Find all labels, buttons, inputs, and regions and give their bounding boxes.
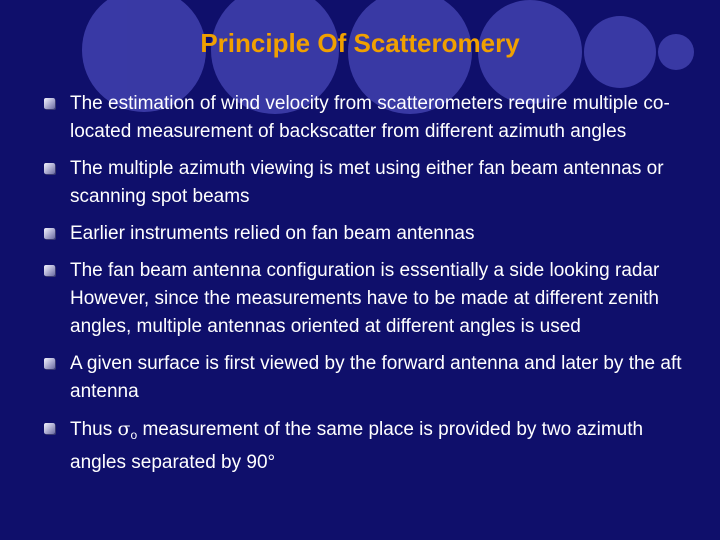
bullet-item — [40, 90, 690, 146]
bullet-text: The multiple azimuth viewing is met using either fan beam antennas or scanning spot beams — [70, 158, 664, 207]
bullet-text: The estimation of wind velocity from scatterometers require multiple co-located measurement of backscatter from different azimuth angles — [70, 93, 670, 142]
bullet-item — [40, 415, 690, 477]
bullet-text: The fan beam antenna configuration is essentially a side looking radar However, since the measurements have to be made at different zenith angles, multiple antennas oriented at different angles is used — [70, 260, 660, 337]
bullet-item — [40, 155, 690, 211]
bullet-marker-icon — [44, 228, 55, 239]
sigma-subscript: o — [130, 428, 138, 442]
bullet-marker-icon — [44, 98, 55, 109]
bullet-item — [40, 257, 690, 341]
bullet-text: A given surface is first viewed by the forward antenna and later by the aft antenna — [70, 353, 682, 402]
bullet-item — [40, 350, 690, 406]
bullet-text-prefix: Thus — [70, 419, 118, 440]
bullet-item — [40, 220, 690, 248]
bullet-text-suffix: measurement of the same place is provided by two azimuth angles separated by 90° — [70, 419, 644, 473]
bullet-marker-icon — [44, 423, 55, 434]
bullet-marker-icon — [44, 265, 55, 276]
bullet-marker-icon — [44, 358, 55, 369]
bullet-text: Earlier instruments relied on fan beam antennas — [70, 223, 475, 244]
sigma-symbol: σ — [117, 418, 131, 440]
bullet-list — [40, 90, 690, 486]
bullet-marker-icon — [44, 163, 55, 174]
slide-title: Principle Of Scatteromery — [200, 28, 520, 58]
